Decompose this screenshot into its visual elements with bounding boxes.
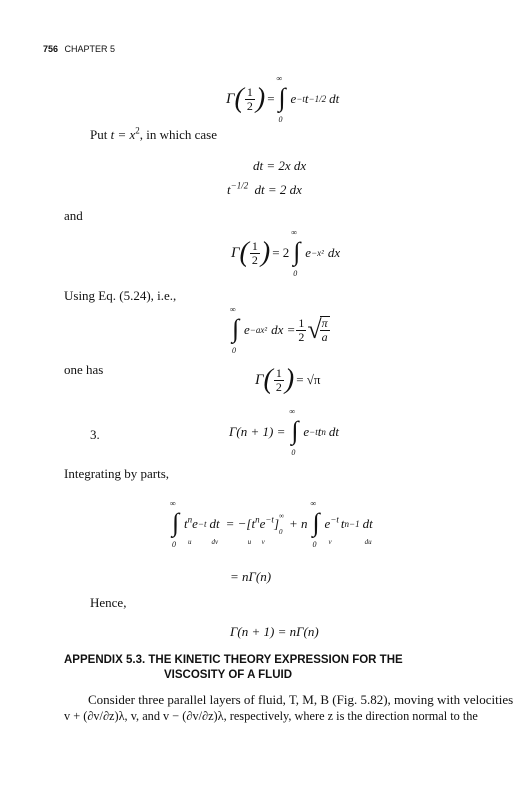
equation-gamma-half-gaussian: Γ ( $\frac{1}{2}$ ) = 2 ∞ ∫ 0 e −x² dx: [231, 228, 341, 278]
integral-sign: ∞ ∫ 0: [291, 228, 301, 278]
text-one-has: one has: [64, 362, 104, 377]
fraction-half: $\frac{1}{2}$: [246, 84, 253, 113]
text-integrating-by-parts: Integrating by parts,: [64, 466, 170, 481]
equation-gamma-n-plus-1: Γ(n + 1) = ∞ ∫ 0 e −t t n dt: [229, 407, 339, 457]
appendix-heading-line2: VISCOSITY OF A FLUID: [164, 669, 292, 681]
page-number: 756: [43, 44, 59, 54]
integral-sign: ∞ ∫ 0: [276, 74, 286, 124]
equation-dt-2xdx: dt = 2x dx: [253, 158, 307, 173]
integral-sign: ∞ ∫ 0: [289, 407, 299, 457]
text-put-substitution: Put $t = x^2$, in which case: [90, 125, 218, 142]
text-and: and: [64, 208, 83, 223]
equation-gamma-half-integral: Γ ( $\frac{1}{2}$ ) = ∞ ∫ 0 e −t t −1/2 dt: [226, 74, 340, 124]
equation-t-power: $t^{-1/2}$ dt = 2 dx: [227, 180, 302, 197]
item-number-3: 3.: [90, 427, 100, 442]
integral-sign: ∞ ∫ 0: [310, 499, 320, 549]
paragraph-line-2: v + (∂v/∂z)λ, v, and v − (∂v/∂z)λ, respectively, where z is the direction normal to the: [64, 709, 478, 723]
equation-gamma-recurrence: Γ(n + 1) = nΓ(n): [230, 624, 319, 639]
text-hence: Hence,: [90, 595, 127, 610]
integral-sign: ∞ ∫ 0: [170, 499, 180, 549]
equation-n-gamma-n: = nΓ(n): [230, 569, 272, 584]
integral-sign: ∞ ∫ 0: [230, 305, 240, 355]
text-using-eq: Using Eq. (5.24), i.e.,: [64, 288, 177, 303]
gamma-symbol: Γ: [226, 90, 235, 107]
page-header: [43, 44, 115, 54]
chapter-label: CHAPTER 5: [64, 44, 116, 54]
fraction-pi-over-a: $\frac{\pi}{a}$: [321, 316, 328, 344]
equation-gaussian-integral: ∞ ∫ 0 e −ax² dx = $\frac{1}{2}$ √ $\frac{\pi}{a}$: [230, 305, 328, 355]
equation-gamma-half-sqrtpi: Γ ( $\frac{1}{2}$ ) = √π: [255, 364, 321, 395]
paragraph: [64, 692, 514, 724]
equation-integration-by-parts: ∞ ∫ 0 $t^n$ u e −t dt dv = $-[t^n$ u $e^{-t}$ v ] ∞ 0 + n ∞ ∫ 0 $e^{-t}$ v t n−1 dt du: [170, 499, 373, 549]
sqrt-sign: √: [307, 315, 322, 344]
paragraph-line-1: Consider three parallel layers of fluid, T, M, B (Fig. 5.82), moving with velocities: [88, 692, 514, 707]
appendix-heading-line1: APPENDIX 5.3. THE KINETIC THEORY EXPRESSION FOR THE: [64, 654, 403, 666]
